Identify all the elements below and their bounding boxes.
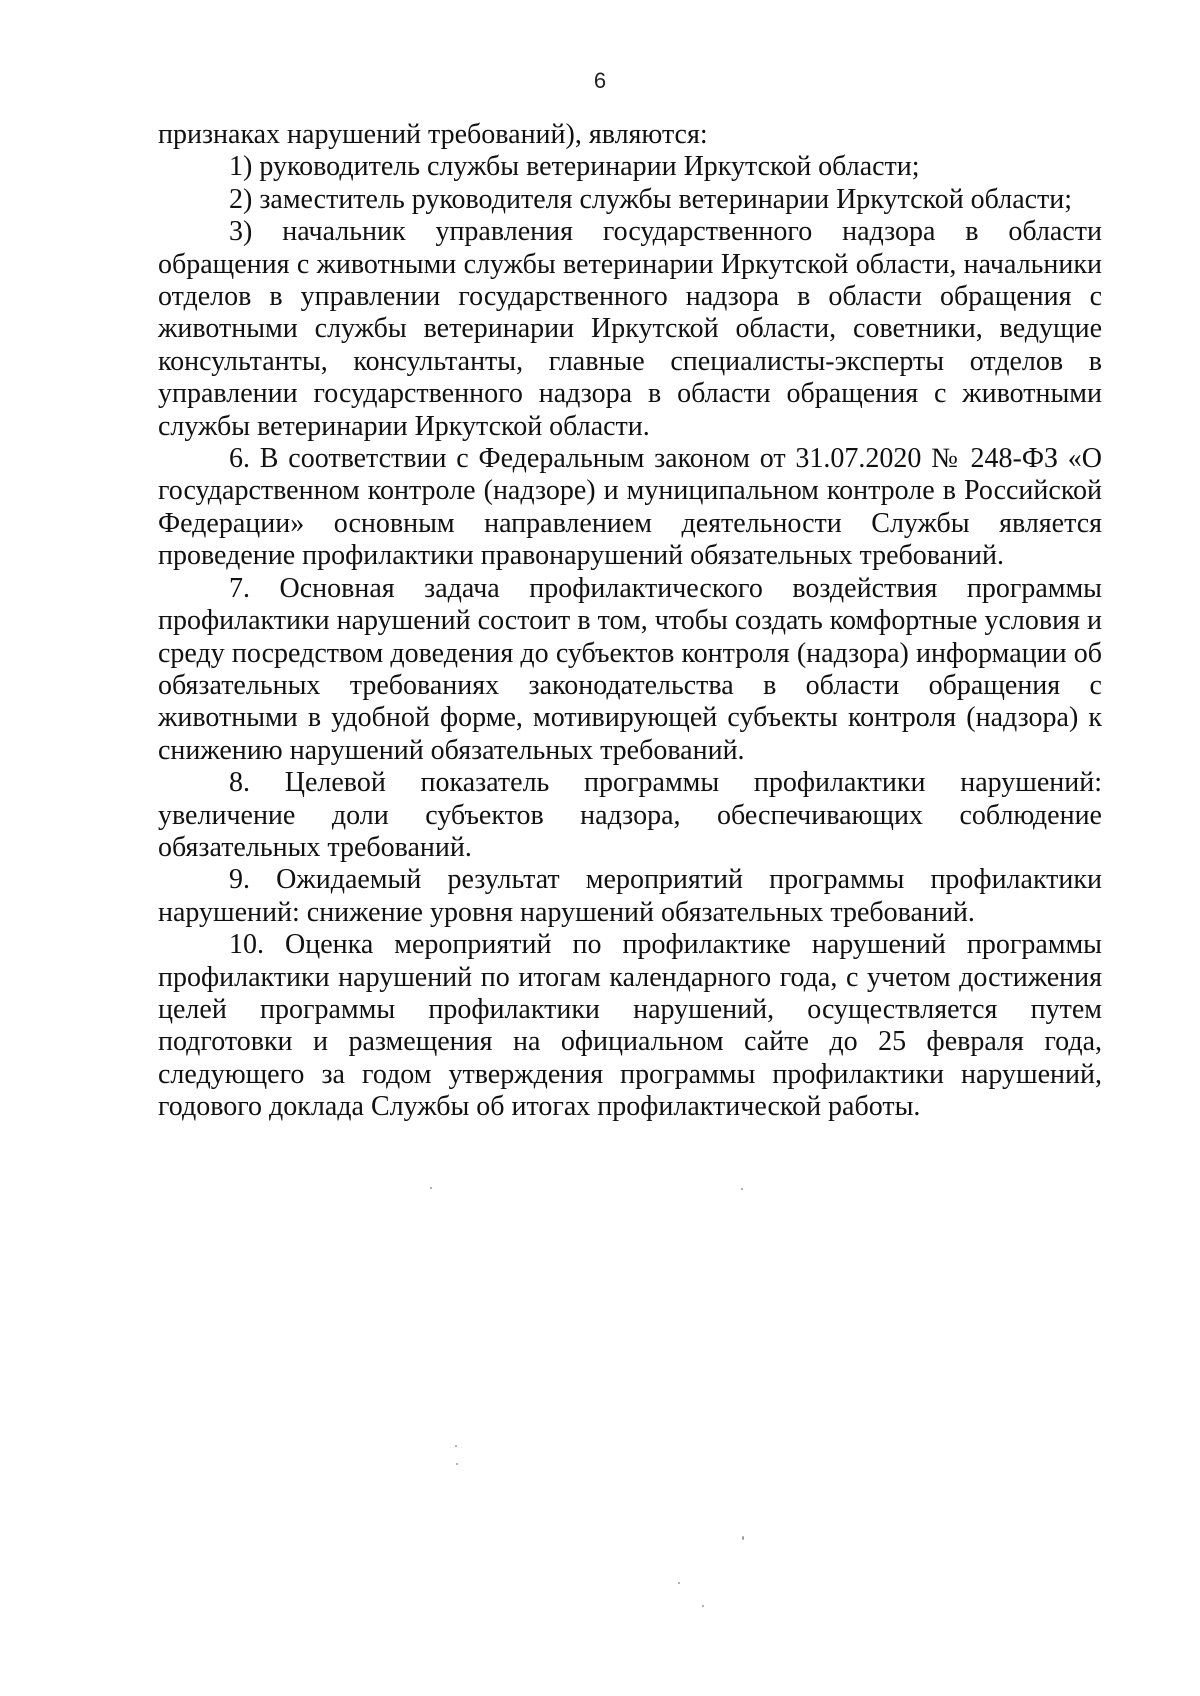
scan-speck: [742, 1536, 744, 1540]
scan-speck: [456, 1463, 458, 1465]
list-item-1: 1) руководитель службы ветеринарии Иркутской области;: [229, 151, 920, 183]
scan-speck: [430, 1187, 432, 1189]
paragraph-6: 6. В соответствии с Федеральным законом от 31.07.2020 № 248-ФЗ «О государственном контроле (надзоре) и муниципальном контроле в Российской Федерации» основным направлением деятельности Службы является проведение профилактики правонарушений обязательных требований.: [158, 443, 1102, 572]
list-item-2: 2) заместитель руководителя службы ветеринарии Иркутской области;: [229, 183, 1073, 215]
paragraph-8: 8. Целевой показатель программы профилактики нарушений: увеличение доли субъектов надзора, обеспечивающих соблюдение обязательных требований.: [158, 767, 1102, 863]
document-body: [158, 119, 1102, 1124]
scan-speck: [678, 1582, 680, 1584]
paragraph-continuation: признаках нарушений требований), являются:: [158, 119, 708, 150]
list-item-3: 3) начальник управления государственного надзора в области обращения с животными службы ветеринарии Иркутской области, начальники отделов в управлении государственного надзора в области обращения с животными службы ветеринарии Иркутской области, советники, ведущие консультанты, консультанты, главные специалисты-эксперты отделов в управлении государственного надзора в области обращения с животными службы ветеринарии Иркутской области.: [158, 216, 1102, 442]
scan-speck: [741, 1188, 743, 1190]
paragraph-10: 10. Оценка мероприятий по профилактике нарушений программы профилактики нарушений по итогам календарного года, с учетом достижения целей программы профилактики нарушений, осуществляется путем подготовки и размещения на официальном сайте до 25 февраля года, следующего за годом утверждения программы профилактики нарушений, годового доклада Службы об итогах профилактической работы.: [158, 929, 1102, 1123]
scan-speck: [455, 1445, 457, 1447]
paragraph-9: 9. Ожидаемый результат мероприятий программы профилактики нарушений: снижение уровня нарушений обязательных требований.: [158, 864, 1102, 928]
page-number: 6: [593, 68, 607, 93]
paragraph-7: 7. Основная задача профилактического воздействия программы профилактики нарушений состоит в том, чтобы создать комфортные условия и среду посредством доведения до субъектов контроля (надзора) информации об обязательных требованиях законодательства в области обращения с животными в удобной форме, мотивирующей субъекты контроля (надзора) к снижению нарушений обязательных требований.: [158, 572, 1102, 766]
scan-speck: [702, 1605, 704, 1607]
